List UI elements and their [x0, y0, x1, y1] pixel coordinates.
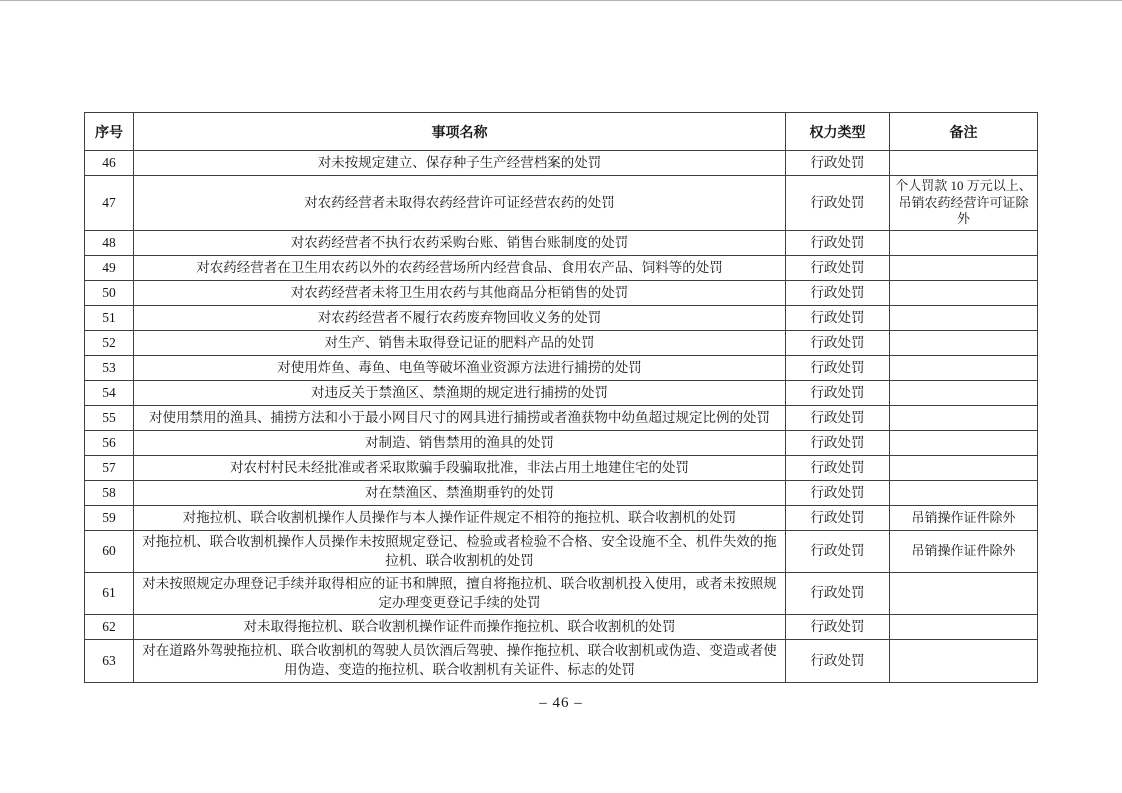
cell-remark — [890, 355, 1038, 380]
table-row — [85, 640, 1038, 682]
cell-power-type: 行政处罚 — [786, 430, 890, 455]
cell-index: 50 — [85, 280, 134, 305]
cell-item-name: 对农药经营者在卫生用农药以外的农药经营场所内经营食品、食用农产品、饲料等的处罚 — [134, 255, 786, 280]
cell-power-type: 行政处罚 — [786, 330, 890, 355]
cell-index: 58 — [85, 480, 134, 505]
cell-power-type: 行政处罚 — [786, 573, 890, 615]
cell-remark — [890, 330, 1038, 355]
cell-remark — [890, 455, 1038, 480]
cell-index: 61 — [85, 573, 134, 615]
cell-item-name: 对农药经营者不执行农药采购台账、销售台账制度的处罚 — [134, 230, 786, 255]
cell-power-type: 行政处罚 — [786, 280, 890, 305]
cell-power-type: 行政处罚 — [786, 305, 890, 330]
cell-index: 62 — [85, 615, 134, 640]
cell-item-name: 对农药经营者未将卫生用农药与其他商品分柜销售的处罚 — [134, 280, 786, 305]
table-row — [85, 305, 1038, 330]
cell-power-type: 行政处罚 — [786, 176, 890, 231]
column-header-index: 序号 — [85, 113, 134, 151]
cell-index: 57 — [85, 455, 134, 480]
column-header-power-type: 权力类型 — [786, 113, 890, 151]
cell-remark — [890, 640, 1038, 682]
cell-item-name: 对生产、销售未取得登记证的肥料产品的处罚 — [134, 330, 786, 355]
cell-index: 63 — [85, 640, 134, 682]
column-header-remark: 备注 — [890, 113, 1038, 151]
cell-power-type: 行政处罚 — [786, 455, 890, 480]
table-body — [85, 151, 1038, 683]
cell-item-name: 对农药经营者未取得农药经营许可证经营农药的处罚 — [134, 176, 786, 231]
cell-remark — [890, 255, 1038, 280]
cell-index: 60 — [85, 530, 134, 572]
cell-remark: 个人罚款 10 万元以上、吊销农药经营许可证除外 — [890, 176, 1038, 231]
cell-index: 54 — [85, 380, 134, 405]
cell-item-name: 对制造、销售禁用的渔具的处罚 — [134, 430, 786, 455]
table-row — [85, 151, 1038, 176]
cell-power-type: 行政处罚 — [786, 255, 890, 280]
cell-index: 51 — [85, 305, 134, 330]
cell-item-name: 对未按规定建立、保存种子生产经营档案的处罚 — [134, 151, 786, 176]
cell-remark — [890, 430, 1038, 455]
cell-remark — [890, 480, 1038, 505]
cell-item-name: 对拖拉机、联合收割机操作人员操作未按照规定登记、检验或者检验不合格、安全设施不全、机件失效的拖拉机、联合收割机的处罚 — [134, 530, 786, 572]
cell-item-name: 对农药经营者不履行农药废弃物回收义务的处罚 — [134, 305, 786, 330]
table-row — [85, 505, 1038, 530]
cell-remark — [890, 230, 1038, 255]
cell-remark — [890, 573, 1038, 615]
table-row — [85, 480, 1038, 505]
page-number: – 46 – — [539, 695, 583, 711]
cell-index: 56 — [85, 430, 134, 455]
table-row — [85, 330, 1038, 355]
page-top-edge-line — [0, 0, 1122, 1]
cell-index: 59 — [85, 505, 134, 530]
cell-item-name: 对未按照规定办理登记手续并取得相应的证书和牌照，擅自将拖拉机、联合收割机投入使用，或者未按照规定办理变更登记手续的处罚 — [134, 573, 786, 615]
cell-index: 48 — [85, 230, 134, 255]
table-row — [85, 405, 1038, 430]
cell-power-type: 行政处罚 — [786, 505, 890, 530]
cell-remark — [890, 405, 1038, 430]
table-header-row — [85, 113, 1038, 151]
table-row — [85, 530, 1038, 572]
table-row — [85, 573, 1038, 615]
cell-remark: 吊销操作证件除外 — [890, 530, 1038, 572]
cell-index: 53 — [85, 355, 134, 380]
cell-remark — [890, 151, 1038, 176]
cell-item-name: 对未取得拖拉机、联合收割机操作证件而操作拖拉机、联合收割机的处罚 — [134, 615, 786, 640]
cell-remark — [890, 305, 1038, 330]
cell-item-name: 对在禁渔区、禁渔期垂钓的处罚 — [134, 480, 786, 505]
cell-power-type: 行政处罚 — [786, 615, 890, 640]
cell-power-type: 行政处罚 — [786, 230, 890, 255]
table-row — [85, 430, 1038, 455]
cell-item-name: 对违反关于禁渔区、禁渔期的规定进行捕捞的处罚 — [134, 380, 786, 405]
table-row — [85, 280, 1038, 305]
cell-index: 52 — [85, 330, 134, 355]
cell-item-name: 对使用禁用的渔具、捕捞方法和小于最小网目尺寸的网具进行捕捞或者渔获物中幼鱼超过规定比例的处罚 — [134, 405, 786, 430]
cell-power-type: 行政处罚 — [786, 355, 890, 380]
cell-index: 47 — [85, 176, 134, 231]
table-row — [85, 380, 1038, 405]
cell-remark — [890, 280, 1038, 305]
cell-item-name: 对农村村民未经批准或者采取欺骗手段骗取批准，非法占用土地建住宅的处罚 — [134, 455, 786, 480]
penalty-items-table — [84, 112, 1038, 683]
cell-power-type: 行政处罚 — [786, 640, 890, 682]
cell-power-type: 行政处罚 — [786, 380, 890, 405]
table-row — [85, 176, 1038, 231]
cell-index: 49 — [85, 255, 134, 280]
cell-item-name: 对使用炸鱼、毒鱼、电鱼等破坏渔业资源方法进行捕捞的处罚 — [134, 355, 786, 380]
cell-remark — [890, 380, 1038, 405]
cell-power-type: 行政处罚 — [786, 151, 890, 176]
table-row — [85, 230, 1038, 255]
cell-item-name: 对拖拉机、联合收割机操作人员操作与本人操作证件规定不相符的拖拉机、联合收割机的处罚 — [134, 505, 786, 530]
cell-remark: 吊销操作证件除外 — [890, 505, 1038, 530]
cell-power-type: 行政处罚 — [786, 480, 890, 505]
cell-index: 55 — [85, 405, 134, 430]
cell-remark — [890, 615, 1038, 640]
cell-power-type: 行政处罚 — [786, 405, 890, 430]
cell-index: 46 — [85, 151, 134, 176]
table-row — [85, 355, 1038, 380]
column-header-item-name: 事项名称 — [134, 113, 786, 151]
cell-power-type: 行政处罚 — [786, 530, 890, 572]
table-row — [85, 455, 1038, 480]
cell-item-name: 对在道路外驾驶拖拉机、联合收割机的驾驶人员饮酒后驾驶、操作拖拉机、联合收割机或伪造、变造或者使用伪造、变造的拖拉机、联合收割机有关证件、标志的处罚 — [134, 640, 786, 682]
table-row — [85, 615, 1038, 640]
table-row — [85, 255, 1038, 280]
